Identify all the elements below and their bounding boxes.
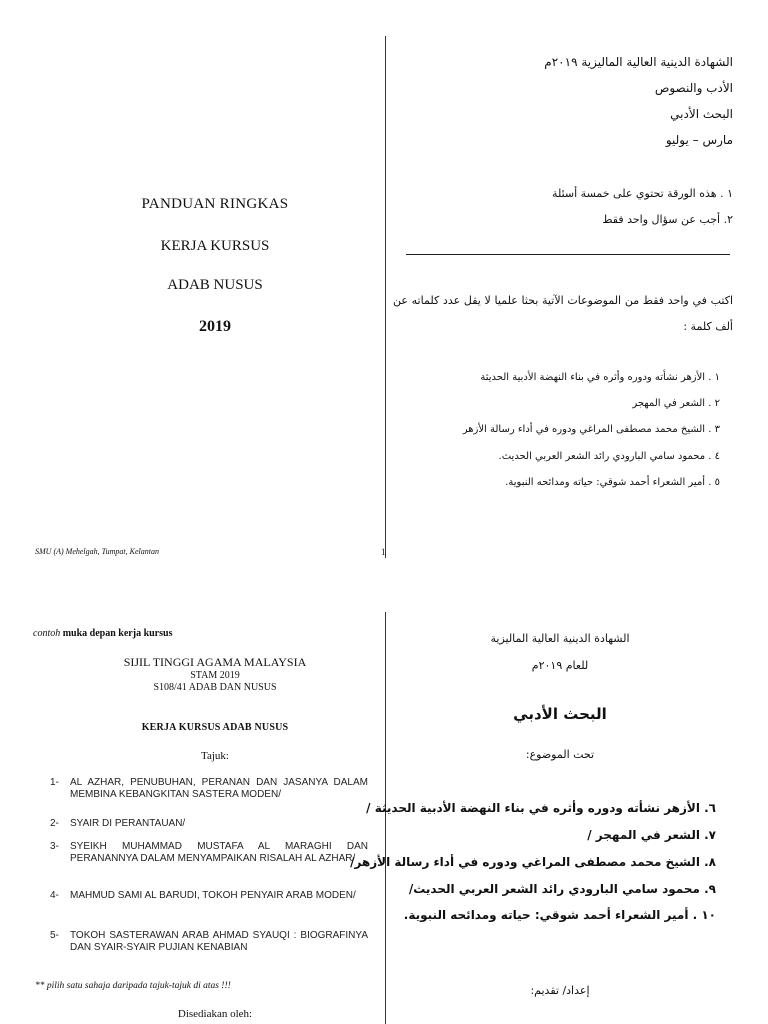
note-item: ١ . هذه الورقة تحتوي على خمسة أسئلة <box>552 187 733 200</box>
cover-line-2: للعام ٢٠١٩م <box>531 659 589 672</box>
cover-line-3: البحث الأدبي <box>513 705 607 723</box>
topic-item: ٣ . الشيخ محمد مصطفى المراغي ودوره في أداء رسالة الأزهر <box>462 424 720 435</box>
cover-header-1: SIJIL TINGGI AGAMA MALAYSIA <box>123 655 307 669</box>
list-text: AL AZHAR, PENUBUHAN, PERANAN DAN JASANYA DALAM MEMBINA KEBANGKITAN SASTERA MODEN/ <box>70 777 368 800</box>
list-number: 3- <box>50 841 59 852</box>
note-item: ٢. أجب عن سؤال واحد فقط <box>602 213 733 226</box>
period-heading: مارس – يوليو <box>665 133 733 147</box>
cover-line-4: تحت الموضوع: <box>525 748 595 761</box>
list-item <box>50 841 368 865</box>
example-label <box>33 628 172 639</box>
page-number: 1 <box>381 547 386 557</box>
topic-item: ٢ . الشعر في المهجر <box>632 398 720 409</box>
list-text: MAHMUD SAMI AL BARUDI, TOKOH PENYAIR ARAB MODEN/ <box>70 890 356 901</box>
arabic-prepared-by: إعداد/ تقديم: <box>530 984 590 997</box>
list-number: 4- <box>50 890 59 901</box>
topic-item: ٤ . محمود سامي البارودي رائد الشعر العربي الحديث. <box>498 451 720 462</box>
topic-item: ١ . الأزهر نشأته ودوره وأثره في بناء النهضة الأدبية الحديثة <box>480 372 720 383</box>
list-text: SYAIR DI PERANTAUAN/ <box>70 818 186 829</box>
list-number: 1- <box>50 777 59 788</box>
pick-one-note: ** pilih satu sahaja daripada tajuk-tajuk di atas !!! <box>35 981 231 991</box>
instruction-text: اكتب في واحد فقط من الموضوعات الآتية بحثا علميا لا يقل عدد كلماته عن ألف كلمة : <box>393 294 733 333</box>
list-number: 5- <box>50 930 59 941</box>
top-divider-line <box>385 36 386 558</box>
cover-header-2: STAM 2019 <box>190 670 240 681</box>
cover-topic-item: ٧. الشعر في المهجر / <box>587 828 716 842</box>
list-number: 2- <box>50 818 59 829</box>
cover-header-3: S108/41 ADAB DAN NUSUS <box>153 682 277 693</box>
research-heading: البحث الأدبي <box>670 107 733 121</box>
exam-title: الشهادة الدينية العالية الماليزية ٢٠١٩م <box>544 55 733 69</box>
list-item <box>50 777 368 801</box>
example-text: muka depan kerja kursus <box>62 628 173 639</box>
school-footer: SMU (A) Mehelgah, Tumpat, Kelantan <box>35 547 159 556</box>
list-item <box>50 890 368 902</box>
cover-line-1: الشهادة الدينية العالية الماليزية <box>490 632 630 645</box>
list-item <box>50 930 368 954</box>
cover-topic-item: ٨. الشيخ محمد مصطفى المراغي ودوره في أداء رسالة الأزهر/ <box>350 855 716 869</box>
separator-line <box>406 254 730 255</box>
list-text: SYEIKH MUHAMMAD MUSTAFA AL MARAGHI DAN PERANANNYA DALAM MENYAMPAIKAN RISALAH AL AZHAR/ <box>70 841 368 864</box>
bottom-divider-line <box>385 612 386 1024</box>
prepared-by-label: Disediakan oleh: <box>177 1008 253 1020</box>
list-item <box>50 818 368 830</box>
list-text: TOKOH SASTERAWAN ARAB AHMAD SYAUQI : BIOGRAFINYA DAN SYAIR-SYAIR PUJIAN KENABIAN <box>70 930 368 953</box>
coursework-title: KERJA KURSUS <box>160 238 270 254</box>
example-prefix: contoh <box>33 628 61 639</box>
tajuk-label: Tajuk: <box>201 750 229 762</box>
subject-heading: الأدب والنصوص <box>654 81 733 95</box>
cover-header-4: KERJA KURSUS ADAB NUSUS <box>141 722 289 733</box>
cover-topic-item: ٦. الأزهر نشأته ودوره وأثره في بناء النهضة الأدبية الحديثة / <box>366 801 716 815</box>
guide-title: PANDUAN RINGKAS <box>141 196 289 212</box>
cover-topic-item: ١٠ . أمير الشعراء أحمد شوقي: حياته ومدائحه النبوية. <box>403 908 716 922</box>
cover-topic-item: ٩. محمود سامي البارودي رائد الشعر العربي الحديث/ <box>408 882 716 896</box>
year-title: 2019 <box>199 318 231 335</box>
topic-item: ٥ . أمير الشعراء أحمد شوقي: حياته ومدائحه النبوية. <box>505 477 720 488</box>
subject-title: ADAB NUSUS <box>167 277 263 293</box>
